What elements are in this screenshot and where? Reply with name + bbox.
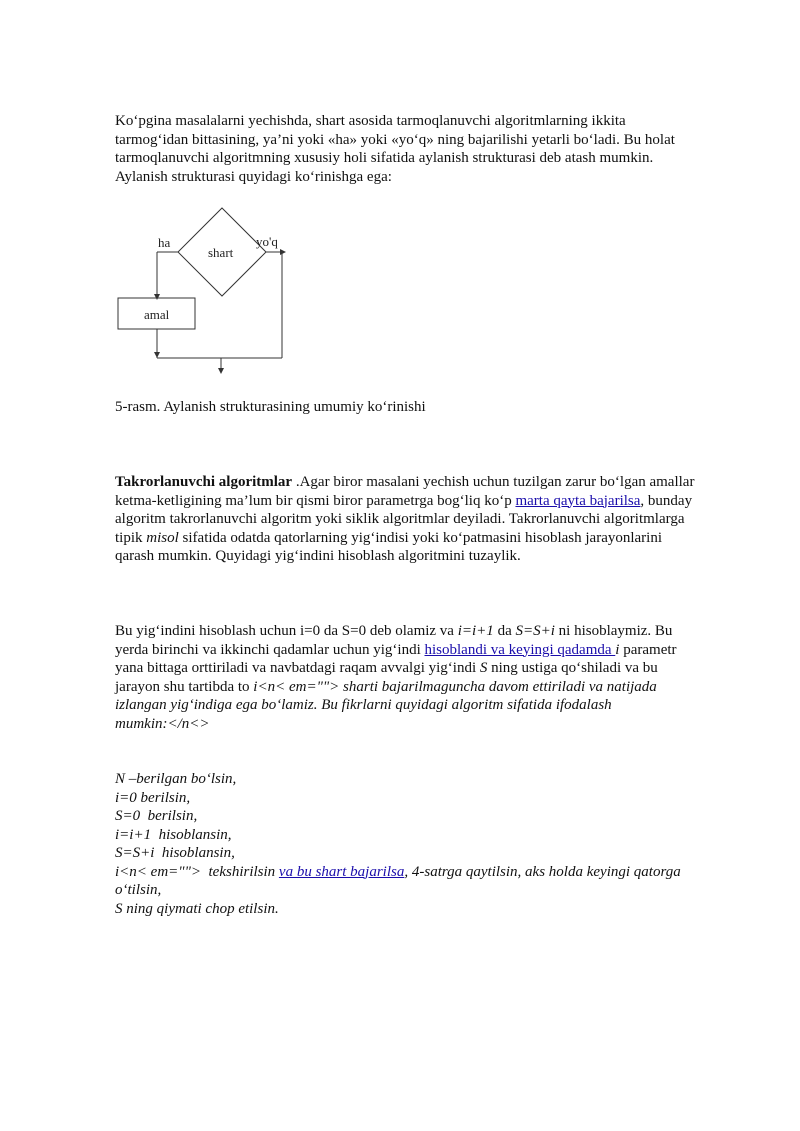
para3-line-2: yerda birinchi va ikkinchi qadamlar uchun yig‘indi hisoblandi va keyingi qadamda i parametr [115,641,677,658]
intro-line-1: Ko‘pgina masalalarni yechishda, shart asosida tarmoqlanuvchi algoritmlarning ikkita [115,113,626,129]
para2-line-5: qarash mumkin. Quyidagi yig‘indini hisoblash algoritmini tuzaylik. [115,548,521,564]
para3-line-6: mumkin:</n<> [115,715,210,732]
label-shart: shart [208,245,234,260]
intro-line-3: tarmoqlanuvchi algoritmning xususiy holi sifatida aylanish strukturasi deb atash mumkin. [115,150,654,166]
label-ha: ha [158,235,171,250]
algo-step-2: i=0 berilsin, [115,789,191,806]
para3-line-4: jarayon shu tartibda to i<n< em=""> sharti bajarilmaguncha davom ettiriladi va natijada [115,678,657,695]
algo-step-7: S ning qiymati chop etilsin. [115,900,279,917]
term-bold: Takrorlanuvchi algoritmlar [115,474,293,490]
link-hisoblandi[interactable]: hisoblandi va keyingi qadamda [424,641,616,658]
link-shart-bajarilsa[interactable]: va bu shart bajarilsa [278,863,405,880]
para3-line-5: izlangan yig‘indiga ega bo‘lamiz. Bu fikrlarni quyidagi algoritm sifatida ifodalash [115,697,612,713]
algo-step-6: i<n< em=""> tekshirilsin va bu shart bajarilsa, 4-satrga qaytilsin, aks holda keyingi qatorga [115,863,681,880]
algo-step-6-cont: o‘tilsin, [115,882,162,898]
loop-algorithms-paragraph [115,473,745,566]
para2-line-2: ketma-ketligining ma’lum bir qismi biror parametrga bog‘liq ko‘p marta qayta bajarilsa, bunday [115,492,693,509]
label-yoq: yo'q [256,234,278,249]
link-marta-qayta[interactable]: marta qayta bajarilsa [515,492,641,509]
intro-line-4: Aylanish strukturasi quyidagi ko‘rinishga ega: [115,168,392,185]
algo-step-5: S=S+i hisoblansin, [115,845,235,861]
intro-paragraph [115,112,735,186]
para3-line-3: yana bittaga orttiriladi va navbatdagi raqam avvalgi yig‘indi S ning ustiga qo‘shiladi va bu [115,660,658,676]
intro-line-2: tarmog‘idan bittasining, ya’ni yoki «ha» yoki «yo‘q» ning bajarilishi yetarli bo‘ladi. Bu holat [115,131,675,148]
figure-caption: 5-rasm. Aylanish strukturasining umumiy ko‘rinishi [115,399,426,415]
algorithm-steps [115,770,755,918]
sum-explanation-paragraph [115,622,745,733]
para2-line-3: algoritm takrorlanuvchi algoritm yoki siklik algoritmlar deyiladi. Takrorlanuvchi algoritmlarga [115,511,685,527]
para2-line-4: tipik misol sifatida odatda qatorlarning yig‘indisi yoki ko‘patmasini hisoblash jarayonlarini [115,529,663,546]
algo-step-3: S=0 berilsin, [115,808,198,824]
algo-step-4: i=i+1 hisoblansin, [115,826,232,843]
para2-line-1: Takrorlanuvchi algoritmlar .Agar biror masalani yechish uchun tuzilgan zarur bo‘lgan amallar [115,474,695,490]
algo-step-1: N –berilgan bo‘lsin, [115,771,237,787]
loop-flowchart [110,200,310,380]
para3-line-1: Bu yig‘indini hisoblash uchun i=0 da S=0 deb olamiz va i=i+1 da S=S+i ni hisoblaymiz. Bu [115,623,673,639]
label-amal: amal [144,307,170,322]
